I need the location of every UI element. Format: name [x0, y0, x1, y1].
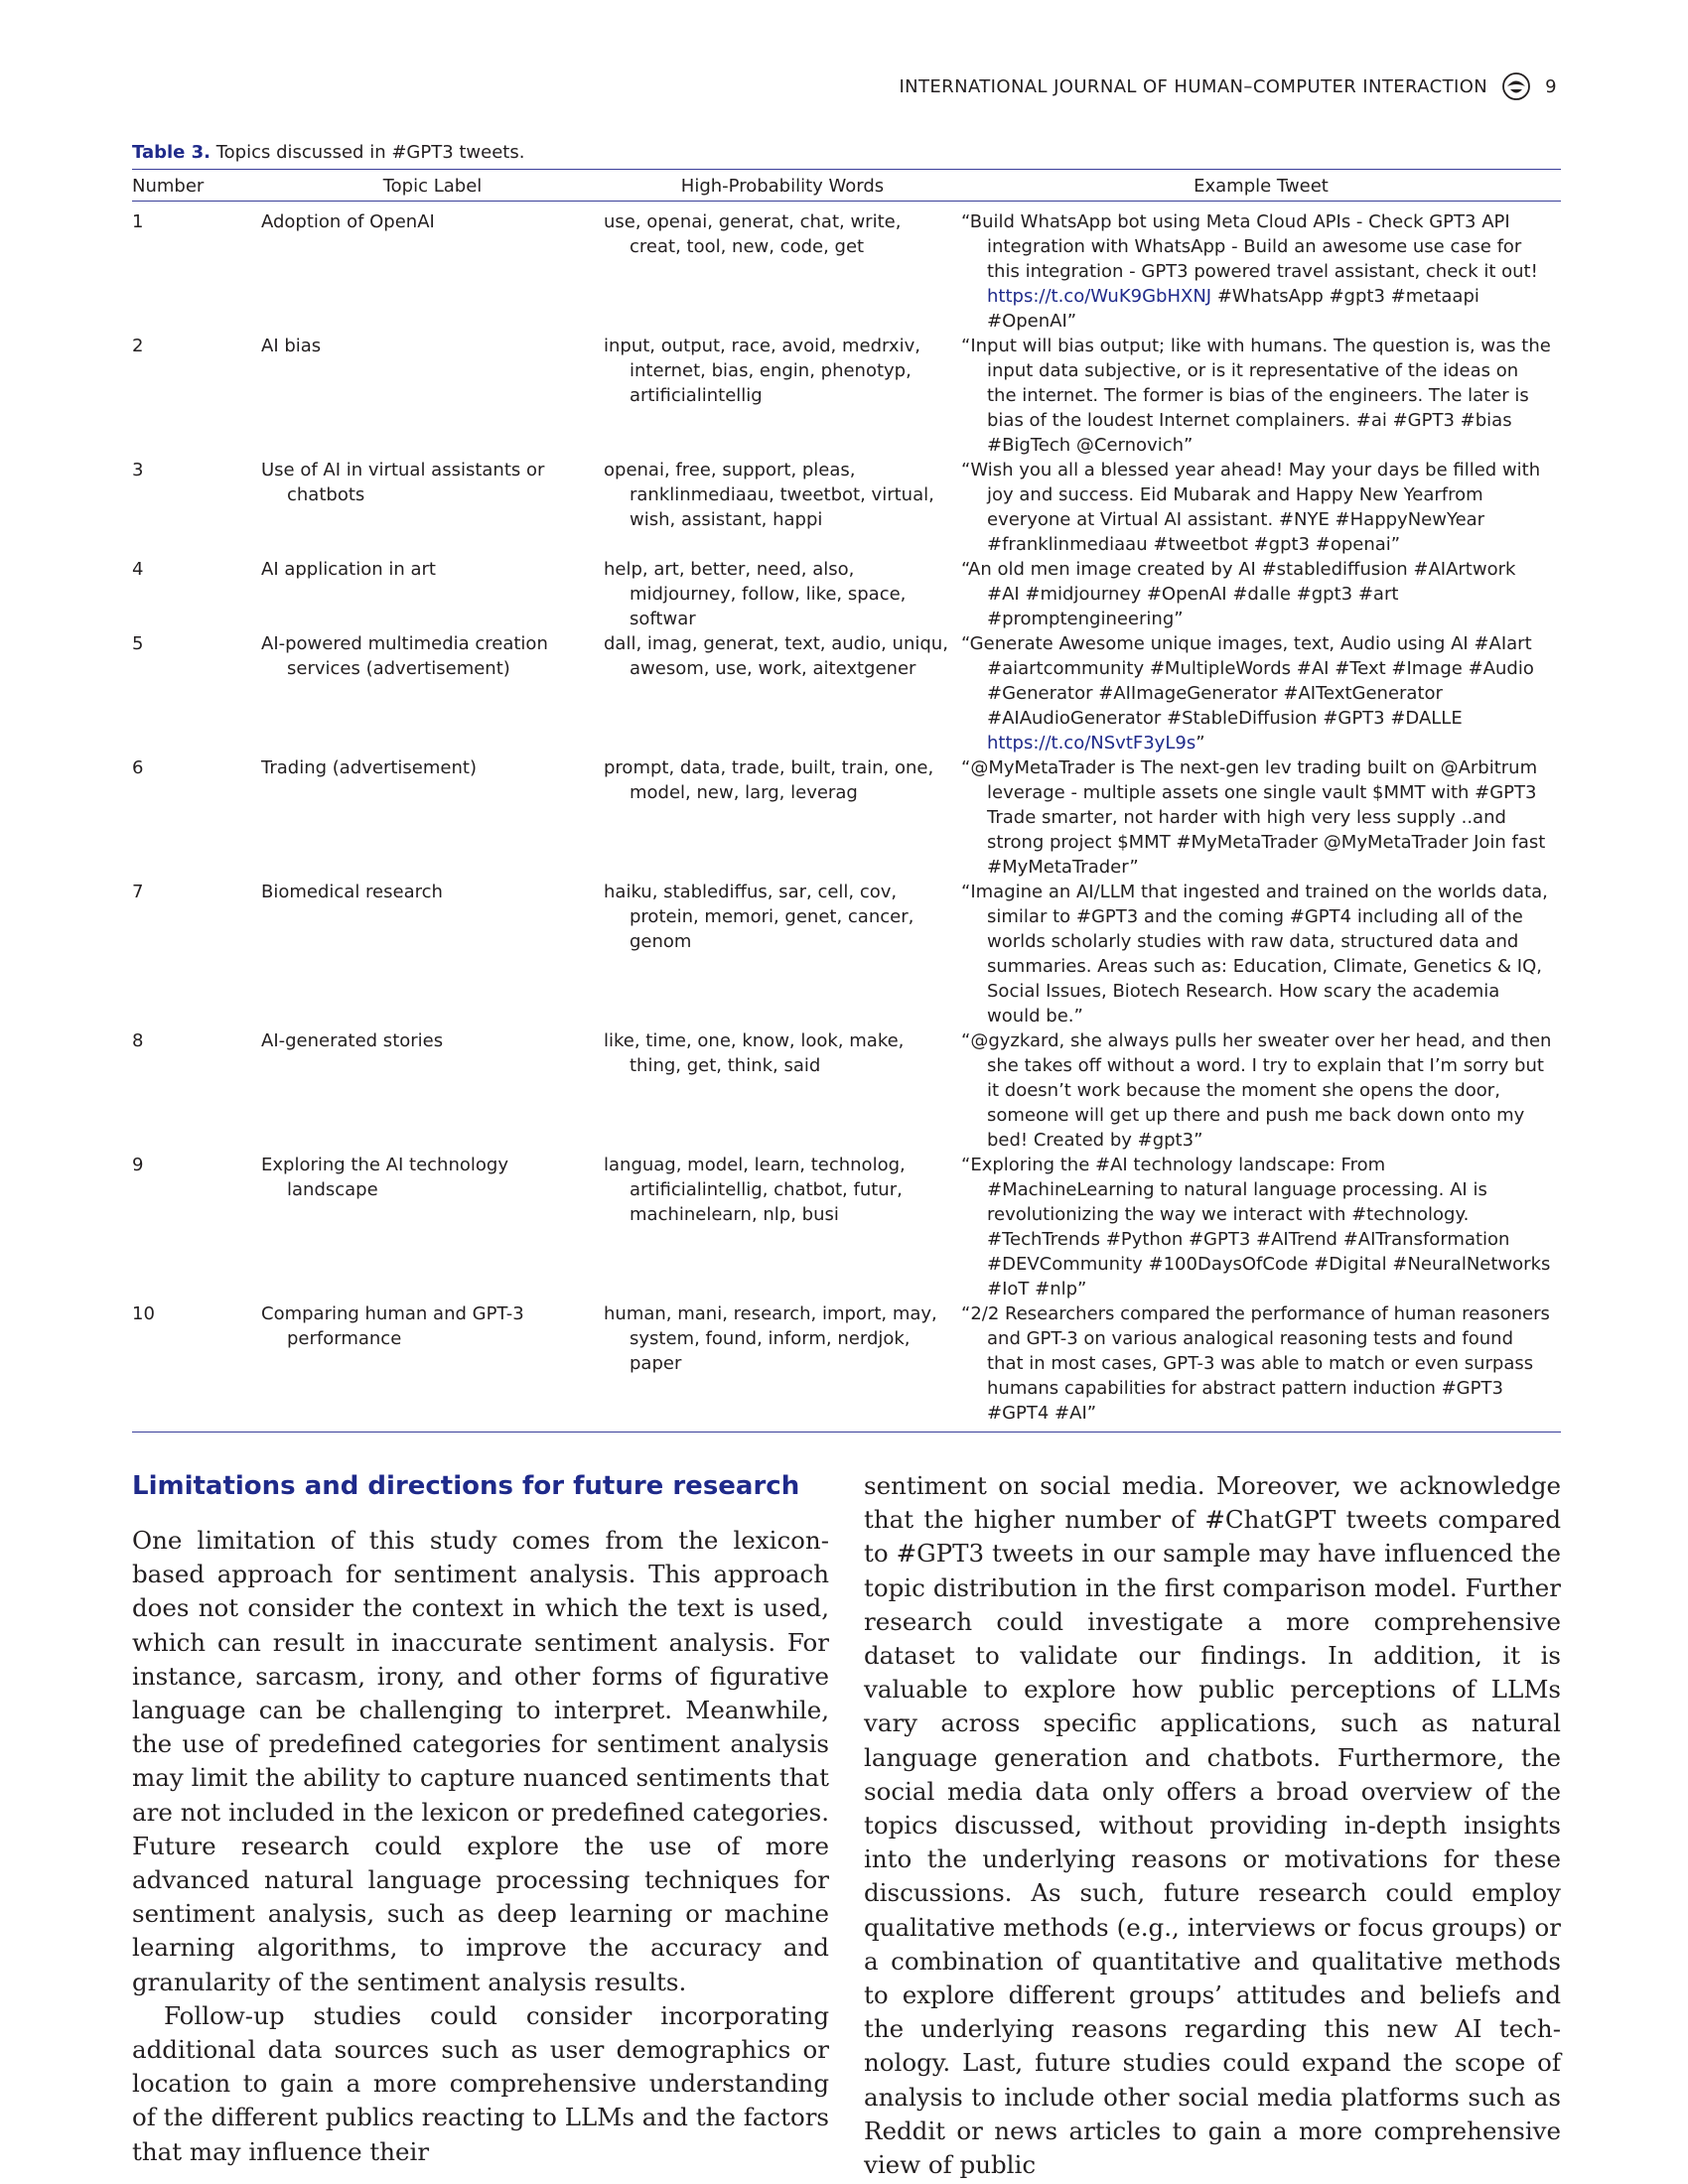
tweet-text: “Input will bias output; like with humans. The question is, was the input data subjective, or is it representative of the ideas on the internet. The former is bias of the engineers. The later is bias of the loudest Internet complainers. #ai #GPT3 #bias #BigTech @Cernovich” — [961, 336, 1551, 456]
row-number: 5 — [132, 633, 144, 654]
tweet-link[interactable]: https://t.co/WuK9GbHXNJ — [987, 286, 1212, 307]
tweet-text: “Imagine an AI/LLM that ingested and trained on the worlds data, similar to #GPT3 and the coming #GPT4 including all of the worlds scholarly studies with raw data, structured data and summaries. Areas such as: Education, Climate, Genetics & IQ, Social Issues, Biotech Research. How scary the academia would be.” — [961, 882, 1548, 1026]
row-high-probability-words: openai, free, support, pleas, ranklinmediaau, tweetbot, virtual, wish, assistant, happi — [604, 460, 934, 530]
row-number: 4 — [132, 559, 144, 580]
row-topic-label: AI-powered multimedia creation services (advertisement) — [261, 633, 548, 679]
table-row — [132, 458, 1561, 557]
row-high-probability-words: human, mani, research, import, may, system, found, inform, nerdjok, paper — [604, 1301, 961, 1433]
row-topic-label: Use of AI in virtual assistants or chatbots — [261, 460, 545, 505]
row-number: 7 — [132, 882, 144, 902]
row-topic-label: AI bias — [261, 336, 322, 356]
row-example-tweet — [961, 458, 1561, 557]
body-paragraph: One limitation of this study comes from the lexicon-based approach for sentiment analysis. This approach does not consider the context in which the text is used, which can result in inaccurate sentiment analysis. For instance, sarcasm, irony, and other forms of figurative language can be challenging to interpret. Meanwhile, the use of predefined categories for sentiment analysis may limit the ability to capture nuanced sentiments that are not included in the lexicon or predefined categories. Future research could explore the use of more advanced natural language processing techniques for sentiment analysis, such as deep learning or machine learning algorithms, to improve the accuracy and granularity of the sentiment analysis results. — [132, 1526, 829, 1996]
table-header-row — [132, 170, 1561, 202]
column-header-high-probability-words: High-Probability Words — [604, 170, 961, 202]
tweet-text: “Exploring the #AI technology landscape: From #MachineLearning to natural language processing. AI is revolutionizing the way we interact with #technology. #TechTrends #Python #GPT3 #AITrend #AITransformation #DEVCommunity #100DaysOfCode #Digital #NeuralNetworks #IoT #nlp” — [961, 1155, 1551, 1299]
body-column-left — [132, 1524, 829, 2169]
row-topic-label: AI application in art — [261, 559, 436, 580]
table-caption-number: Table 3. — [132, 142, 211, 163]
table-row — [132, 755, 1561, 880]
tweet-text: “@MyMetaTrader is The next-gen lev trading built on @Arbitrum leverage - multiple assets one single vault $MMT with #GPT3 Trade smarter, not harder with high very less supply ..and strong project $MMT #MyMetaTrader @MyMetaTrader Join fast #MyMetaTrader” — [961, 757, 1546, 878]
tweet-text-tail: ” — [1196, 733, 1205, 753]
row-number: 1 — [132, 211, 144, 232]
body-paragraph: sentiment on social media. Moreover, we acknowledge that the higher number of #ChatGPT tweets compared to #GPT3 tweets in our sample may have influenced the topic distribution in the first comparison model. Further research could investigate a more comprehensive dataset to validate our findings. In addition, it is valuable to explore how public perceptions of LLMs vary across specific applications, such as natural language generation and chatbots. Furthermore, the social media data only offers a broad overview of the topics discussed, without providing in-depth insights into the underlying reasons or motivations for these discussions. As such, future research could employ qualitative methods (e.g., interviews or focus groups) or a combination of quantitative and qualitative methods to explore different groups’ attitudes and beliefs and the underlying reasons regarding this new AI technology. Last, future studies could expand the scope of analysis to include other social media platforms such as Reddit or news articles to gain a more comprehensive view of public — [864, 1471, 1561, 2180]
tweet-link[interactable]: https://t.co/NSvtF3yL9s — [987, 733, 1196, 753]
row-number: 9 — [132, 1155, 144, 1175]
row-topic-label: Comparing human and GPT-3 performance — [261, 1301, 604, 1433]
running-head — [899, 71, 1557, 101]
tweet-text: “Build WhatsApp bot using Meta Cloud APIs - Check GPT3 API integration with WhatsApp - Build an awesome use case for this integration - GPT3 powered travel assistant, check it out! — [961, 211, 1538, 282]
row-topic-label: Trading (advertisement) — [261, 757, 477, 778]
table-row — [132, 1028, 1561, 1153]
row-example-tweet — [961, 880, 1561, 1028]
row-high-probability-words: haiku, stablediffus, sar, cell, cov, protein, memori, genet, cancer, genom — [604, 882, 914, 952]
row-topic-label: Adoption of OpenAI — [261, 211, 435, 232]
body-paragraph: Follow-up studies could consider incorporating additional data sources such as user demographics or location to gain a more comprehensive understanding of the different publics reacting to LLMs and the factors that may influence their — [132, 2000, 829, 2166]
row-number: 6 — [132, 757, 144, 778]
table-row — [132, 202, 1561, 335]
row-example-tweet — [961, 202, 1561, 335]
row-high-probability-words: help, art, better, need, also, midjourney, follow, like, space, softwar — [604, 559, 907, 629]
table-row — [132, 631, 1561, 755]
row-high-probability-words: prompt, data, trade, built, train, one, model, new, larg, leverag — [604, 757, 934, 803]
column-header-topic-label: Topic Label — [261, 170, 604, 202]
section-heading: Limitations and directions for future research — [132, 1471, 800, 1501]
tweet-text: “Generate Awesome unique images, text, Audio using AI #AIart #aiartcommunity #MultipleWords #AI #Text #Image #Audio #Generator #AIImageGenerator #AITextGenerator #AIAudioGenerator #StableDiffusion #GPT3 #DALLE — [961, 633, 1534, 729]
row-high-probability-words: use, openai, generat, chat, write, creat, tool, new, code, get — [604, 211, 902, 257]
row-example-tweet — [961, 1301, 1561, 1433]
journal-title: INTERNATIONAL JOURNAL OF HUMAN–COMPUTER INTERACTION — [899, 75, 1488, 97]
row-high-probability-words: input, output, race, avoid, medrxiv, internet, bias, engin, phenotyp, artificialintellig — [604, 336, 920, 406]
table-row — [132, 1301, 1561, 1433]
tweet-text: “2/2 Researchers compared the performance of human reasoners and GPT-3 on various analogical reasoning tests and found that in most cases, GPT-3 was able to match or even surpass humans capabilities for abstract pattern induction #GPT3 #GPT4 #AI” — [961, 1303, 1550, 1424]
row-example-tweet — [961, 334, 1561, 458]
row-topic-label: Biomedical research — [261, 882, 443, 902]
table-body — [132, 202, 1561, 1433]
table-row — [132, 334, 1561, 458]
row-number: 3 — [132, 460, 144, 480]
tweet-text: “@gyzkard, she always pulls her sweater over her head, and then she takes off without a word. I try to explain that I’m sorry but it doesn’t work because the moment she opens the door, someone will get up there and push me back down onto my bed! Created by #gpt3” — [961, 1030, 1552, 1151]
topics-table — [132, 169, 1561, 1433]
page-number: 9 — [1545, 75, 1557, 97]
row-number: 2 — [132, 336, 144, 356]
tweet-text: “An old men image created by AI #stablediffusion #AIArtwork #AI #midjourney #OpenAI #dalle #gpt3 #art #promptengineering” — [961, 559, 1516, 629]
row-example-tweet — [961, 1028, 1561, 1153]
column-header-number: Number — [132, 170, 261, 202]
body-column-right — [864, 1469, 1561, 2182]
table-caption-text: Topics discussed in #GPT3 tweets. — [215, 142, 525, 163]
row-high-probability-words: languag, model, learn, technolog, artificialintellig, chatbot, futur, machinelearn, nlp, busi — [604, 1155, 906, 1225]
row-high-probability-words: dall, imag, generat, text, audio, uniqu, awesom, use, work, aitextgener — [604, 633, 948, 679]
tweet-text-tail: #WhatsApp #gpt3 #metaapi #OpenAI” — [987, 286, 1479, 332]
table-row — [132, 1153, 1561, 1301]
row-example-tweet — [961, 755, 1561, 880]
row-topic-label: Exploring the AI technology landscape — [261, 1155, 508, 1200]
row-high-probability-words: like, time, one, know, look, make, thing, get, think, said — [604, 1030, 905, 1076]
row-number: 8 — [132, 1030, 144, 1051]
column-header-example-tweet: Example Tweet — [961, 170, 1561, 202]
table-row — [132, 880, 1561, 1028]
tweet-text: “Wish you all a blessed year ahead! May your days be filled with joy and success. Eid Mubarak and Happy New Yearfrom everyone at Virtual AI assistant. #NYE #HappyNewYear #franklinmediaau #tweetbot #gpt3 #openai” — [961, 460, 1541, 555]
row-example-tweet — [961, 631, 1561, 755]
table-caption — [132, 142, 524, 163]
table-row — [132, 557, 1561, 631]
journal-logo-icon — [1501, 71, 1531, 101]
row-number: 10 — [132, 1301, 261, 1433]
row-example-tweet — [961, 557, 1561, 631]
row-topic-label: AI-generated stories — [261, 1030, 444, 1051]
row-example-tweet — [961, 1153, 1561, 1301]
